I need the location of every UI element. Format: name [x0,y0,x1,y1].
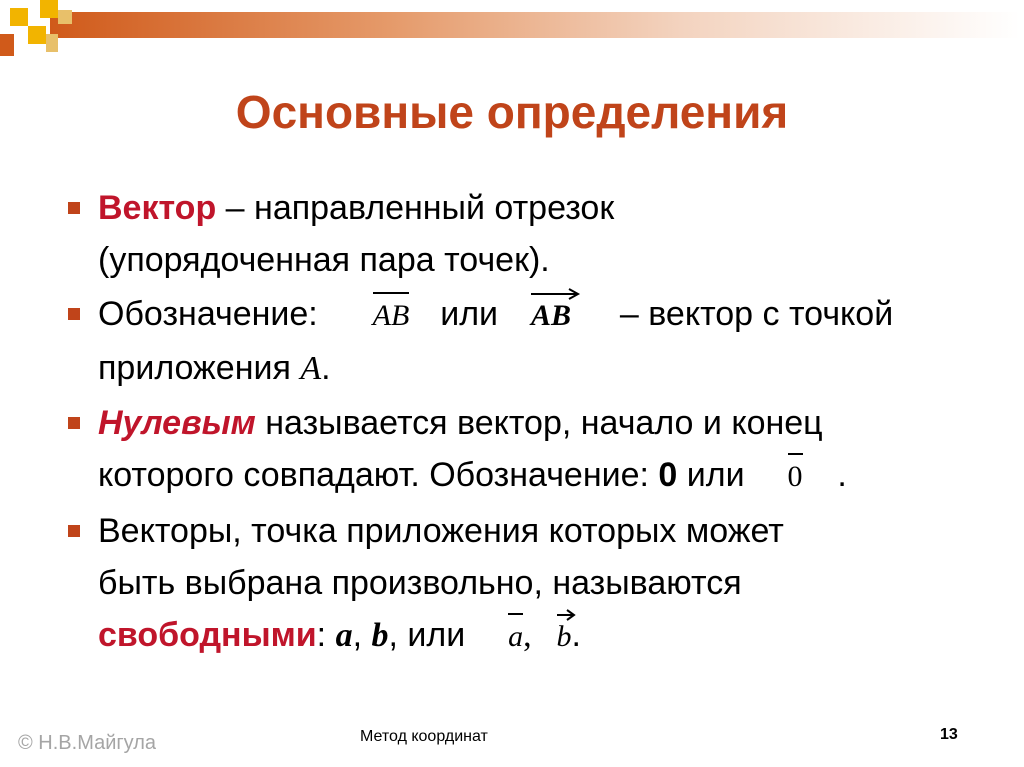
vector-arrow-notation: AB [531,290,571,342]
vector-b-bold: b [371,617,389,654]
point-label: A [300,350,322,387]
header-square [46,34,58,52]
bullet-item-free-vectors: Векторы, точка приложения которых может быть выбрана произвольно, называются свободными: a, b, или a, b. [60,505,1000,663]
term-zero: Нулевым [98,404,256,442]
vector-arrow-icon [531,288,581,300]
notation-line2: приложения [98,349,291,387]
bullet-marker [68,417,80,429]
zero-bold: 0 [658,456,678,494]
vector-b-arrow: b [557,611,572,663]
overline-bar [508,613,523,615]
bullet-list [60,182,1000,665]
footer-topic: Метод координат [360,728,488,745]
header-gradient-bar [50,12,1020,38]
free-vectors-line2: быть выбрана произвольно, называются [98,564,742,602]
term-free: свободными [98,616,317,654]
bullet-marker [68,202,80,214]
bullet-marker [68,525,80,537]
vector-overline-notation: AB [373,290,410,342]
or-text: или [677,456,745,494]
vector-a-overline: a [508,611,523,663]
vector-arrow-icon [557,609,577,621]
slide-title: Основные определения [235,86,789,138]
zero-overline-notation: 0 [788,451,803,503]
header-square [10,8,28,26]
header-square [0,34,14,56]
dash: – [216,189,255,227]
definition-text: направленный отрезок [254,189,615,227]
notation-label: Обозначение: [98,295,318,333]
header-square [40,0,58,18]
header-square [58,10,72,24]
free-vectors-line1: Векторы, точка приложения которых может [98,512,784,550]
overline-bar [373,292,410,294]
definition-text: (упорядоченная пара точек). [98,241,550,279]
vector-a-bold: a [335,617,353,654]
term-vector: Вектор [98,189,217,227]
bullet-marker [68,308,80,320]
zero-definition: называется вектор, начало и конец [255,404,823,442]
bullet-item-zero-vector: Нулевым называется вектор, начало и конец которого совпадают. Обозначение: 0 или 0 . [60,397,1000,503]
bullet-item-notation: Обозначение: AB или AB – вектор с точкой приложения A. [60,288,1000,395]
footer-author: © Н.В.Майгула [18,732,157,754]
bullet-item-vector [60,182,1000,286]
overline-bar [788,453,803,455]
notation-tail: – вектор с точкой [619,295,894,333]
page-number: 13 [940,726,958,743]
zero-definition-line2: которого совпадают. Обозначение: [98,456,659,494]
or-text: или [440,295,499,333]
header-square [28,26,46,44]
